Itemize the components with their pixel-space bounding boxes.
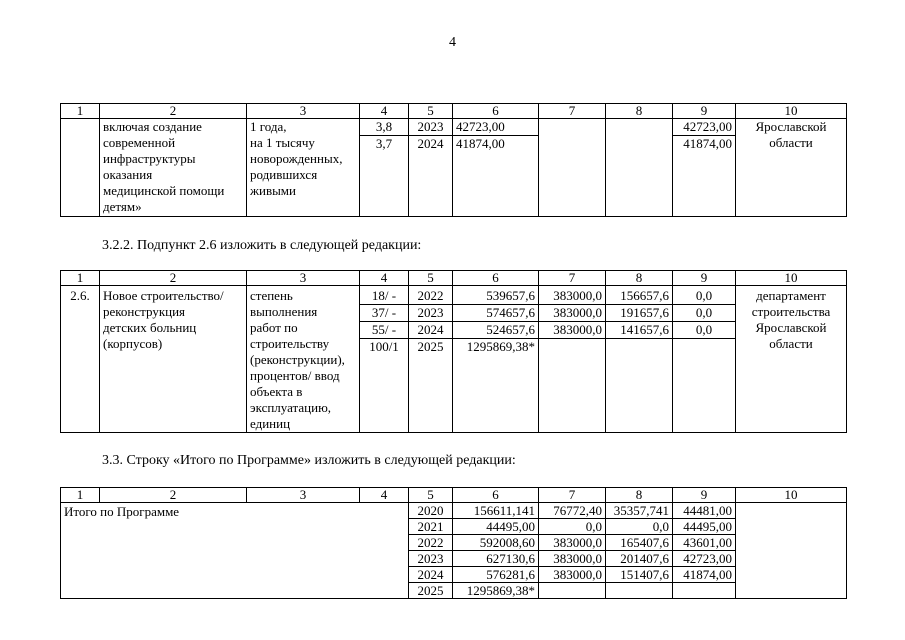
regional-cell: 35357,741 xyxy=(606,503,673,519)
header-cell: 2 xyxy=(100,488,247,503)
header-cell: 1 xyxy=(61,104,100,119)
total-cell: 627130,6 xyxy=(453,551,539,567)
federal-cell: 383000,0 xyxy=(539,567,606,583)
cell-empty xyxy=(606,119,673,217)
cell-values: 18/ - 37/ - 55/ - 100/1 xyxy=(360,286,409,433)
cell-regional-amounts: 42723,00 41874,00 xyxy=(673,119,736,217)
page-number: 4 xyxy=(449,35,456,50)
header-cell: 6 xyxy=(453,271,539,286)
year-cell: 2021 xyxy=(409,519,453,535)
cell-executor: департамент строительства Ярославской области xyxy=(736,286,847,433)
header-cell: 7 xyxy=(539,104,606,119)
other-cell: 44481,00 xyxy=(673,503,736,519)
federal-cell: 383000,0 xyxy=(539,535,606,551)
other-cell xyxy=(673,583,736,599)
header-cell: 6 xyxy=(453,104,539,119)
header-cell: 7 xyxy=(539,488,606,503)
year-cell: 2024 xyxy=(409,567,453,583)
header-cell: 8 xyxy=(606,104,673,119)
cell-regional-amounts: 156657,6 191657,6 141657,6 xyxy=(606,286,673,433)
cell-years: 2022 2023 2024 2025 xyxy=(409,286,453,433)
header-cell: 5 xyxy=(409,104,453,119)
table2-header-row xyxy=(61,271,847,286)
table-program-total xyxy=(60,487,847,599)
total-cell: 592008,60 xyxy=(453,535,539,551)
regional-cell xyxy=(606,583,673,599)
header-cell: 9 xyxy=(673,488,736,503)
other-cell: 44495,00 xyxy=(673,519,736,535)
year-cell: 2020 xyxy=(409,503,453,519)
header-cell: 7 xyxy=(539,271,606,286)
header-cell: 4 xyxy=(360,104,409,119)
federal-cell: 0,0 xyxy=(539,519,606,535)
paragraph-3-3: 3.3. Строку «Итого по Программе» изложить в следующей редакции: xyxy=(102,453,516,468)
cell-description: Новое строительство/ реконструкция детских больниц (корпусов) xyxy=(100,286,247,433)
cell-other-amounts: 0,0 0,0 0,0 xyxy=(673,286,736,433)
header-cell: 1 xyxy=(61,271,100,286)
table-continuation xyxy=(60,103,847,217)
header-cell: 9 xyxy=(673,271,736,286)
regional-cell: 151407,6 xyxy=(606,567,673,583)
cell-empty xyxy=(539,119,606,217)
header-cell: 5 xyxy=(409,271,453,286)
total-label: Итого по Программе xyxy=(61,503,409,599)
year-cell: 2023 xyxy=(409,551,453,567)
header-cell: 5 xyxy=(409,488,453,503)
header-cell: 8 xyxy=(606,488,673,503)
cell-years: 2023 2024 xyxy=(409,119,453,217)
table1-header-row xyxy=(61,104,847,119)
regional-cell: 165407,6 xyxy=(606,535,673,551)
paragraph-3-2-2: 3.2.2. Подпункт 2.6 изложить в следующей редакции: xyxy=(102,238,422,253)
other-cell: 43601,00 xyxy=(673,535,736,551)
header-cell: 6 xyxy=(453,488,539,503)
cell-number xyxy=(61,119,100,217)
header-cell: 8 xyxy=(606,271,673,286)
table-subitem-2-6 xyxy=(60,270,847,433)
header-cell: 10 xyxy=(736,488,847,503)
year-cell: 2025 xyxy=(409,583,453,599)
cell-indicator: степень выполнения работ по строительству (реконструкции), процентов/ ввод объекта в эксплуатацию, единиц xyxy=(247,286,360,433)
year-cell: 2022 xyxy=(409,535,453,551)
federal-cell: 383000,0 xyxy=(539,551,606,567)
total-cell: 1295869,38* xyxy=(453,583,539,599)
total-cell: 44495,00 xyxy=(453,519,539,535)
cell-number: 2.6. xyxy=(61,286,100,433)
regional-cell: 0,0 xyxy=(606,519,673,535)
cell-amounts: 539657,6 574657,6 524657,6 1295869,38* xyxy=(453,286,539,433)
total-cell: 576281,6 xyxy=(453,567,539,583)
cell-executor xyxy=(736,503,847,599)
header-cell: 3 xyxy=(247,104,360,119)
regional-cell: 201407,6 xyxy=(606,551,673,567)
header-cell: 3 xyxy=(247,488,360,503)
header-cell: 4 xyxy=(360,488,409,503)
table1-body-row xyxy=(61,119,847,217)
table-row xyxy=(61,503,847,519)
total-cell: 156611,141 xyxy=(453,503,539,519)
header-cell: 10 xyxy=(736,271,847,286)
federal-cell: 76772,40 xyxy=(539,503,606,519)
header-cell: 3 xyxy=(247,271,360,286)
cell-amounts: 42723,00 41874,00 xyxy=(453,119,539,217)
header-cell: 9 xyxy=(673,104,736,119)
other-cell: 42723,00 xyxy=(673,551,736,567)
header-cell: 2 xyxy=(100,271,247,286)
federal-cell xyxy=(539,583,606,599)
other-cell: 41874,00 xyxy=(673,567,736,583)
table3-header-row xyxy=(61,488,847,503)
header-cell: 1 xyxy=(61,488,100,503)
cell-federal-amounts: 383000,0 383000,0 383000,0 xyxy=(539,286,606,433)
cell-indicator: 1 года, на 1 тысячу новорожденных, родившихся живыми xyxy=(247,119,360,217)
header-cell: 4 xyxy=(360,271,409,286)
cell-executor: Ярославской области xyxy=(736,119,847,217)
header-cell: 10 xyxy=(736,104,847,119)
cell-description: включая создание современной инфраструктуры оказания медицинской помощи детям» xyxy=(100,119,247,217)
header-cell: 2 xyxy=(100,104,247,119)
table2-body-row xyxy=(61,286,847,433)
cell-values: 3,8 3,7 xyxy=(360,119,409,217)
